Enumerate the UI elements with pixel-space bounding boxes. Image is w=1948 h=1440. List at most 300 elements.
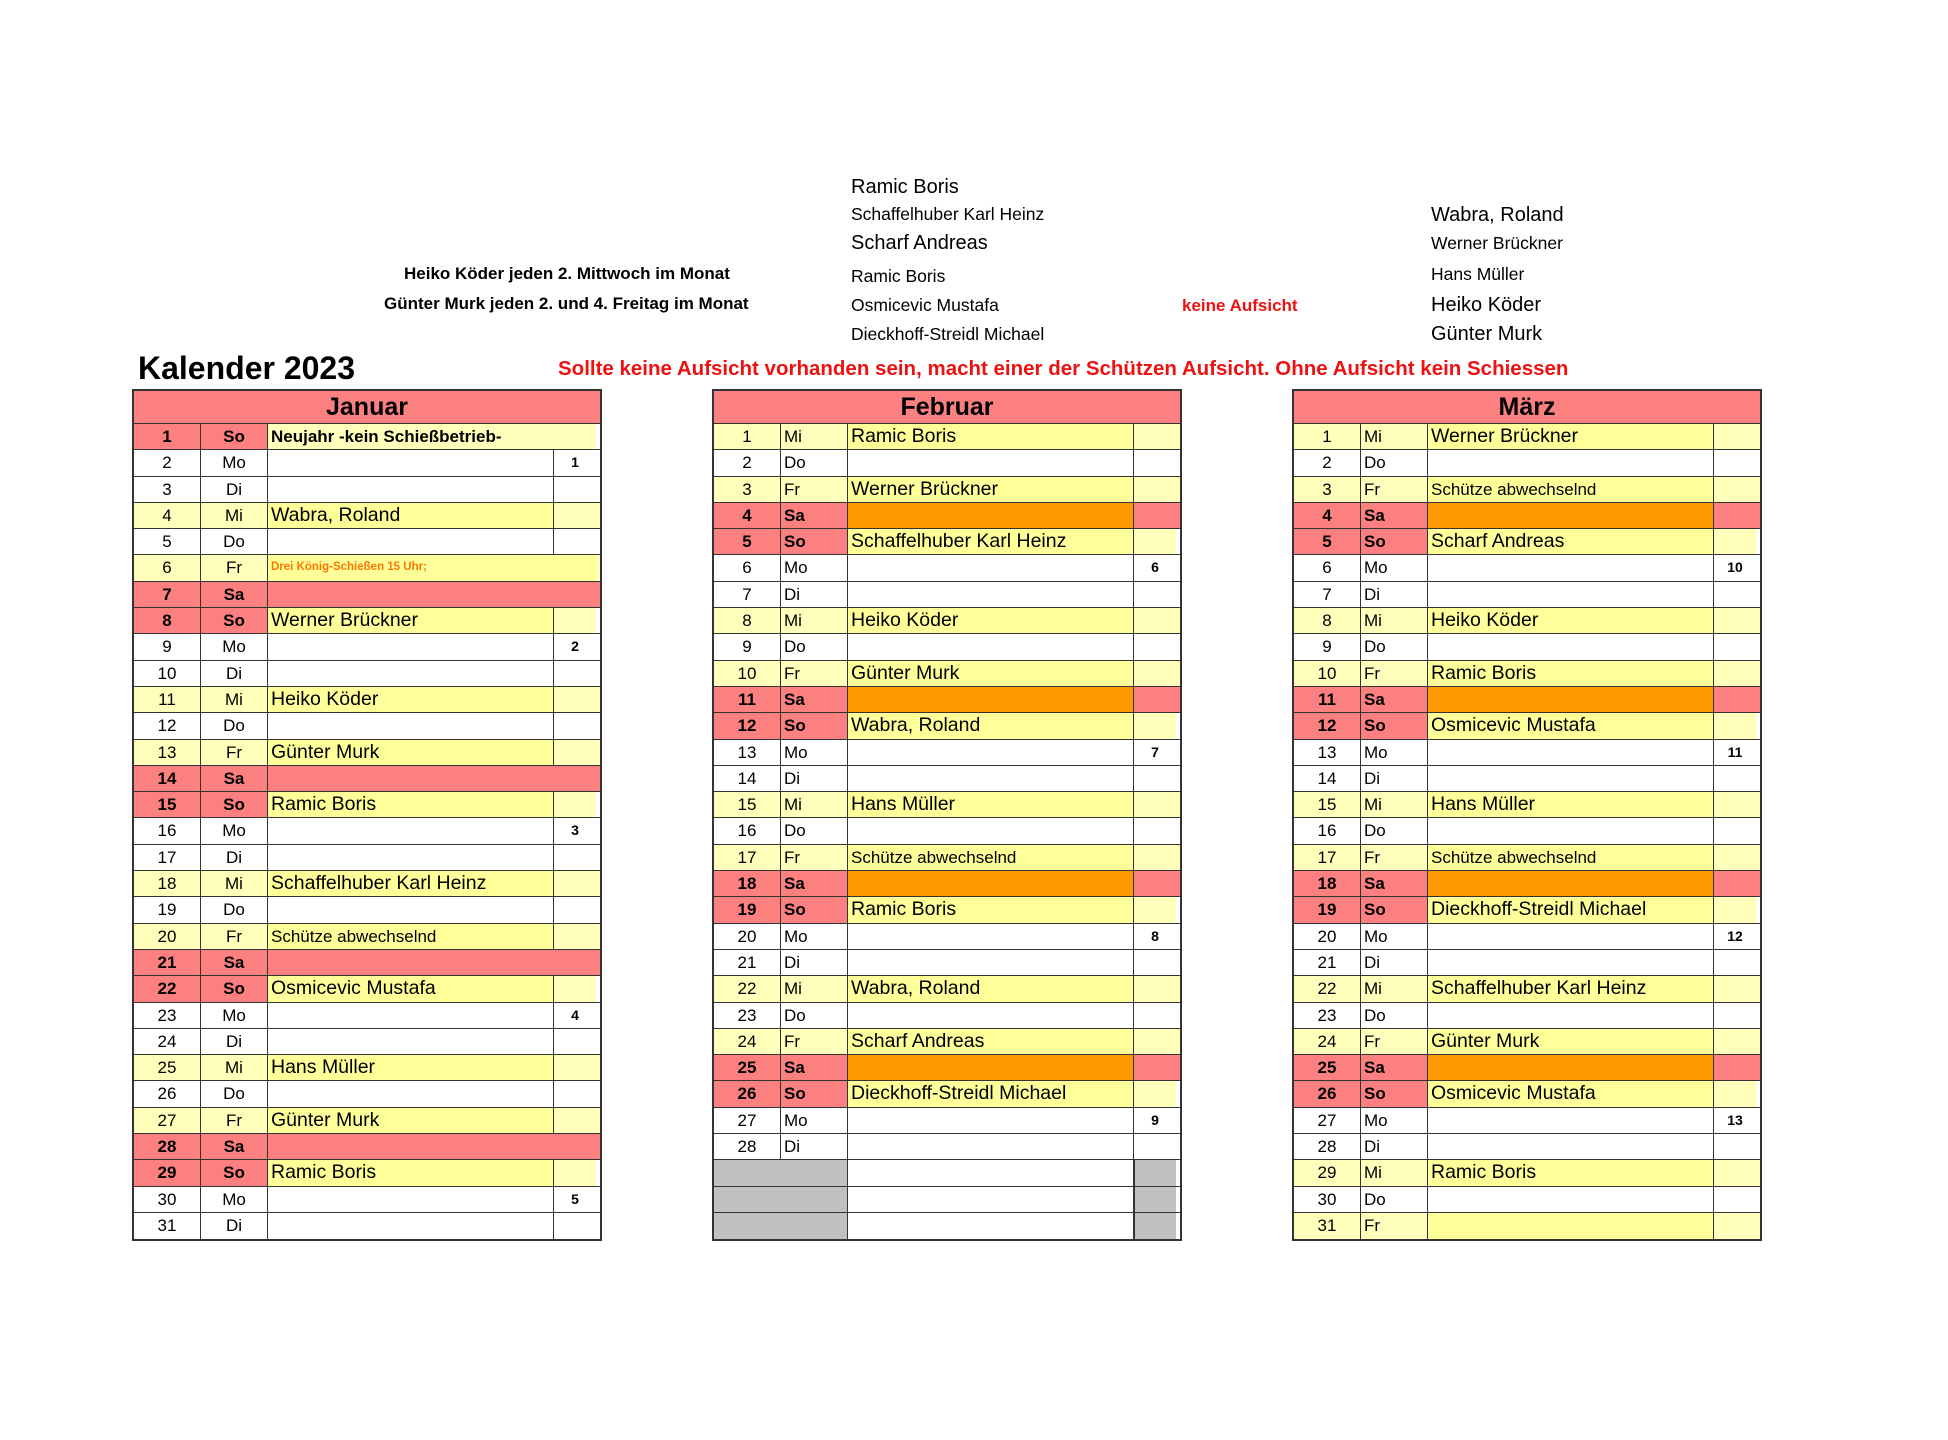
- supervisor-cell: [268, 477, 554, 502]
- day-number: 21: [134, 950, 201, 975]
- weekday: Di: [1361, 582, 1428, 607]
- supervisor-cell: Ramic Boris: [848, 424, 1134, 449]
- supervisor-name: Günter Murk: [1431, 323, 1543, 345]
- week-number: [1134, 608, 1176, 633]
- week-number: 4: [571, 1006, 579, 1023]
- week-number: [1714, 529, 1756, 554]
- weekday: Fr: [781, 1029, 848, 1054]
- supervisor-cell: [848, 1187, 1134, 1212]
- weekday: Mo: [201, 818, 268, 843]
- week-number: [1714, 450, 1756, 475]
- supervisor-cell: [848, 687, 1134, 712]
- day-row: [134, 661, 600, 687]
- supervisor-cell: Hans Müller: [268, 1055, 554, 1080]
- day-row: [1294, 897, 1760, 923]
- weekday: So: [201, 976, 268, 1001]
- supervisor-cell: [848, 924, 1134, 949]
- week-number: [1714, 477, 1756, 502]
- day-number: 22: [1294, 976, 1361, 1001]
- weekday: So: [201, 792, 268, 817]
- weekday: Fr: [1361, 845, 1428, 870]
- day-row: [134, 1055, 600, 1081]
- warning-text: Sollte keine Aufsicht vorhanden sein, macht einer der Schützen Aufsicht. Ohne Aufsicht kein Schiessen: [558, 357, 1569, 380]
- supervisor-cell: [268, 582, 596, 607]
- day-row: [134, 818, 600, 844]
- supervisor-cell: Günter Murk: [268, 740, 554, 765]
- supervisor-cell: [268, 950, 596, 975]
- supervisor-cell: [1428, 1055, 1714, 1080]
- weekday: Do: [781, 1003, 848, 1028]
- day-number: 4: [714, 503, 781, 528]
- supervisor-cell: [268, 1003, 554, 1028]
- weekday: Fr: [201, 740, 268, 765]
- day-number: 25: [714, 1055, 781, 1080]
- day-number: 17: [1294, 845, 1361, 870]
- supervisor-cell: Drei König-Schießen 15 Uhr;: [268, 555, 596, 580]
- day-number: 10: [1294, 661, 1361, 686]
- day-number: 31: [1294, 1213, 1361, 1239]
- day-number: 10: [134, 661, 201, 686]
- week-number: [1714, 792, 1756, 817]
- supervisor-cell: [1428, 766, 1714, 791]
- weekday: Mi: [201, 503, 268, 528]
- day-number: 4: [1294, 503, 1361, 528]
- week-number: [1134, 1055, 1176, 1080]
- day-number: 28: [1294, 1134, 1361, 1159]
- weekday: Fr: [201, 924, 268, 949]
- weekday: Do: [201, 1081, 268, 1106]
- day-number: [714, 1213, 781, 1239]
- weekday: Sa: [201, 1134, 268, 1159]
- day-row: [1294, 661, 1760, 687]
- supervisor-cell: Dieckhoff-Streidl Michael: [848, 1081, 1134, 1106]
- day-number: 13: [134, 740, 201, 765]
- day-number: 18: [1294, 871, 1361, 896]
- weekday: Mo: [1361, 555, 1428, 580]
- week-number: [1134, 1213, 1176, 1239]
- day-row: [134, 1029, 600, 1055]
- day-row: [1294, 766, 1760, 792]
- day-row: [134, 766, 600, 792]
- day-row: [714, 503, 1180, 529]
- day-number: 7: [1294, 582, 1361, 607]
- supervisor-cell: [1428, 555, 1714, 580]
- week-number: [1134, 1029, 1176, 1054]
- day-number: 27: [714, 1108, 781, 1133]
- day-number: 16: [714, 818, 781, 843]
- day-row: [714, 582, 1180, 608]
- day-row: [134, 950, 600, 976]
- day-row: [714, 766, 1180, 792]
- weekday: Do: [201, 713, 268, 738]
- day-number: 18: [134, 871, 201, 896]
- week-number: [1714, 687, 1756, 712]
- day-row: [714, 450, 1180, 476]
- weekday: Sa: [1361, 503, 1428, 528]
- supervisor-cell: [1428, 634, 1714, 659]
- day-number: 7: [714, 582, 781, 607]
- weekday: Mo: [781, 740, 848, 765]
- weekday: Do: [1361, 634, 1428, 659]
- day-row: [1294, 950, 1760, 976]
- day-number: 10: [714, 661, 781, 686]
- supervisor-cell: [268, 1187, 554, 1212]
- week-number: 13: [1727, 1111, 1743, 1128]
- day-number: 2: [1294, 450, 1361, 475]
- week-number: 10: [1727, 559, 1743, 576]
- supervisor-cell: [848, 1003, 1134, 1028]
- week-number: [1714, 713, 1756, 738]
- day-row: [1294, 976, 1760, 1002]
- day-number: 1: [714, 424, 781, 449]
- day-row: [1294, 871, 1760, 897]
- day-number: 28: [714, 1134, 781, 1159]
- supervisor-name: Werner Brückner: [1431, 233, 1563, 253]
- day-number: 2: [714, 450, 781, 475]
- day-row: [1294, 634, 1760, 660]
- supervisor-cell: Ramic Boris: [1428, 1160, 1714, 1185]
- supervisor-cell: [268, 897, 554, 922]
- supervisor-cell: [848, 1134, 1134, 1159]
- day-number: 1: [134, 424, 201, 449]
- day-number: 27: [134, 1108, 201, 1133]
- day-number: 26: [714, 1081, 781, 1106]
- weekday: Do: [201, 897, 268, 922]
- week-number: [1134, 766, 1176, 791]
- day-number: 8: [134, 608, 201, 633]
- week-number: [1714, 1055, 1756, 1080]
- weekday: Di: [781, 950, 848, 975]
- weekday: Sa: [1361, 1055, 1428, 1080]
- week-number: [1134, 845, 1176, 870]
- week-number: [554, 529, 596, 554]
- day-number: 25: [134, 1055, 201, 1080]
- weekday: Mi: [781, 976, 848, 1001]
- supervisor-cell: Scharf Andreas: [1428, 529, 1714, 554]
- week-number: [1134, 687, 1176, 712]
- day-row: [714, 976, 1180, 1002]
- day-row: [134, 1003, 600, 1029]
- day-row: [134, 529, 600, 555]
- weekday: Fr: [201, 1108, 268, 1133]
- day-row: [134, 1187, 600, 1213]
- supervisor-cell: Osmicevic Mustafa: [1428, 1081, 1714, 1106]
- day-row: [134, 555, 600, 581]
- week-number: [554, 897, 596, 922]
- keine-aufsicht-label: keine Aufsicht: [1182, 296, 1298, 315]
- weekday: Do: [781, 450, 848, 475]
- day-number: 19: [134, 897, 201, 922]
- weekday: Mo: [781, 555, 848, 580]
- day-number: 29: [1294, 1160, 1361, 1185]
- weekday: Mi: [1361, 792, 1428, 817]
- supervisor-cell: [1428, 818, 1714, 843]
- day-row: [134, 845, 600, 871]
- weekday: Di: [781, 582, 848, 607]
- week-number: [554, 661, 596, 686]
- day-row: [714, 713, 1180, 739]
- day-number: 14: [714, 766, 781, 791]
- supervisor-cell: Wabra, Roland: [848, 713, 1134, 738]
- supervisor-cell: Osmicevic Mustafa: [268, 976, 554, 1001]
- week-number: [1714, 503, 1756, 528]
- week-number: [554, 1055, 596, 1080]
- weekday: Mi: [1361, 608, 1428, 633]
- day-number: 1: [1294, 424, 1361, 449]
- weekday: Mi: [201, 1055, 268, 1080]
- day-row: [714, 555, 1180, 581]
- page-title: Kalender 2023: [138, 350, 356, 386]
- supervisor-cell: [1428, 740, 1714, 765]
- supervisor-name: Hans Müller: [1431, 264, 1525, 284]
- day-row: [134, 1108, 600, 1134]
- weekday: Sa: [201, 582, 268, 607]
- week-number: [1714, 661, 1756, 686]
- day-number: 4: [134, 503, 201, 528]
- weekday: So: [781, 897, 848, 922]
- day-row: [134, 976, 600, 1002]
- week-number: [1134, 450, 1176, 475]
- weekday: Mi: [1361, 1160, 1428, 1185]
- day-row: [714, 687, 1180, 713]
- day-number: [714, 1187, 781, 1212]
- supervisor-name: Scharf Andreas: [851, 232, 988, 254]
- month-title: März: [1294, 391, 1760, 424]
- supervisor-cell: Günter Murk: [848, 661, 1134, 686]
- week-number: [554, 713, 596, 738]
- supervisor-cell: [1428, 1187, 1714, 1212]
- day-number: 15: [134, 792, 201, 817]
- day-row: [714, 740, 1180, 766]
- week-number: [554, 871, 596, 896]
- supervisor-cell: [1428, 924, 1714, 949]
- day-row: [1294, 1029, 1760, 1055]
- day-number: [714, 1160, 781, 1185]
- week-number: [1134, 871, 1176, 896]
- supervisor-cell: [848, 950, 1134, 975]
- supervisor-cell: [1428, 1108, 1714, 1133]
- day-row: [134, 1213, 600, 1239]
- day-row: [714, 529, 1180, 555]
- supervisor-cell: Dieckhoff-Streidl Michael: [1428, 897, 1714, 922]
- month-title: Februar: [714, 391, 1180, 424]
- weekday: So: [781, 713, 848, 738]
- week-number: [1714, 608, 1756, 633]
- weekday: Mi: [1361, 976, 1428, 1001]
- day-row: [1294, 450, 1760, 476]
- day-row: [1294, 477, 1760, 503]
- day-number: 7: [134, 582, 201, 607]
- week-number: [1714, 950, 1756, 975]
- day-number: 16: [1294, 818, 1361, 843]
- supervisor-cell: [268, 1029, 554, 1054]
- day-row: [1294, 608, 1760, 634]
- supervisor-cell: Werner Brückner: [268, 608, 554, 633]
- day-row: [1294, 1213, 1760, 1239]
- supervisor-cell: Hans Müller: [848, 792, 1134, 817]
- day-number: 3: [134, 477, 201, 502]
- weekday: Sa: [781, 1055, 848, 1080]
- supervisor-cell: Wabra, Roland: [268, 503, 554, 528]
- weekday: Do: [781, 818, 848, 843]
- week-number: 8: [1151, 927, 1159, 944]
- weekday: Mi: [781, 792, 848, 817]
- supervisor-cell: Ramic Boris: [1428, 661, 1714, 686]
- weekday: Fr: [1361, 1029, 1428, 1054]
- day-number: 6: [1294, 555, 1361, 580]
- week-number: 5: [571, 1190, 579, 1207]
- day-number: 5: [134, 529, 201, 554]
- week-number: [1714, 1134, 1756, 1159]
- day-number: 13: [1294, 740, 1361, 765]
- week-number: [554, 792, 596, 817]
- day-row: [1294, 1055, 1760, 1081]
- day-row: [714, 608, 1180, 634]
- week-number: [1134, 582, 1176, 607]
- weekday: Do: [1361, 450, 1428, 475]
- weekday: Fr: [781, 661, 848, 686]
- day-number: 30: [1294, 1187, 1361, 1212]
- week-number: [1134, 503, 1176, 528]
- weekday: Do: [1361, 818, 1428, 843]
- week-number: [554, 1213, 596, 1239]
- day-row: [1294, 582, 1760, 608]
- week-number: 2: [571, 638, 579, 655]
- weekday: Di: [201, 477, 268, 502]
- day-number: 25: [1294, 1055, 1361, 1080]
- weekday: Sa: [201, 950, 268, 975]
- supervisor-cell: [848, 450, 1134, 475]
- weekday: Sa: [1361, 871, 1428, 896]
- supervisor-cell: Ramic Boris: [268, 1160, 554, 1185]
- week-number: [1714, 582, 1756, 607]
- week-number: [1134, 950, 1176, 975]
- weekday: Do: [1361, 1187, 1428, 1212]
- day-row: [1294, 503, 1760, 529]
- supervisor-cell: [848, 740, 1134, 765]
- day-row: [714, 1213, 1180, 1239]
- week-number: [1714, 818, 1756, 843]
- week-number: [1714, 976, 1756, 1001]
- weekday: [781, 1187, 848, 1212]
- week-number: [1714, 1160, 1756, 1185]
- week-number: [1714, 897, 1756, 922]
- day-row: [134, 424, 600, 450]
- day-number: 24: [1294, 1029, 1361, 1054]
- day-number: 18: [714, 871, 781, 896]
- supervisor-cell: Schaffelhuber Karl Heinz: [848, 529, 1134, 554]
- week-number: [1134, 424, 1176, 449]
- day-number: 15: [1294, 792, 1361, 817]
- supervisor-cell: [848, 766, 1134, 791]
- day-number: 14: [134, 766, 201, 791]
- weekday: Fr: [1361, 477, 1428, 502]
- day-row: [1294, 555, 1760, 581]
- day-number: 13: [714, 740, 781, 765]
- supervisor-cell: Schaffelhuber Karl Heinz: [268, 871, 554, 896]
- day-number: 21: [714, 950, 781, 975]
- day-row: [714, 634, 1180, 660]
- day-row: [714, 1029, 1180, 1055]
- weekday: Di: [1361, 1134, 1428, 1159]
- day-number: 12: [714, 713, 781, 738]
- day-row: [1294, 740, 1760, 766]
- month-february: [712, 389, 1182, 1241]
- day-number: 22: [714, 976, 781, 1001]
- day-row: [1294, 687, 1760, 713]
- week-number: [1714, 845, 1756, 870]
- day-row: [1294, 845, 1760, 871]
- week-number: [1134, 1003, 1176, 1028]
- weekday: Sa: [781, 687, 848, 712]
- weekday: Mi: [1361, 424, 1428, 449]
- supervisor-cell: [848, 634, 1134, 659]
- week-number: [554, 1108, 596, 1133]
- supervisor-cell: [268, 450, 554, 475]
- weekday: Mo: [1361, 924, 1428, 949]
- week-number: [1134, 897, 1176, 922]
- day-number: 11: [134, 687, 201, 712]
- weekday: Di: [201, 1213, 268, 1239]
- weekday: So: [1361, 1081, 1428, 1106]
- supervisor-cell: Werner Brückner: [848, 477, 1134, 502]
- day-row: [134, 924, 600, 950]
- supervisor-cell: [848, 555, 1134, 580]
- supervisor-cell: [1428, 1213, 1714, 1239]
- day-row: [1294, 529, 1760, 555]
- day-row: [134, 582, 600, 608]
- supervisor-cell: Heiko Köder: [268, 687, 554, 712]
- supervisor-cell: [1428, 687, 1714, 712]
- day-row: [714, 1003, 1180, 1029]
- supervisor-cell: [848, 818, 1134, 843]
- day-row: [1294, 1134, 1760, 1160]
- week-number: [1134, 634, 1176, 659]
- week-number: [554, 740, 596, 765]
- weekday: Mo: [201, 1187, 268, 1212]
- day-number: 20: [1294, 924, 1361, 949]
- day-row: [714, 477, 1180, 503]
- week-number: [1134, 1134, 1176, 1159]
- supervisor-cell: Scharf Andreas: [848, 1029, 1134, 1054]
- week-number: [1134, 792, 1176, 817]
- week-number: [1714, 1213, 1756, 1239]
- day-number: 30: [134, 1187, 201, 1212]
- supervisor-cell: [268, 1213, 554, 1239]
- weekday: Mo: [1361, 1108, 1428, 1133]
- day-row: [1294, 1160, 1760, 1186]
- supervisor-cell: Schaffelhuber Karl Heinz: [1428, 976, 1714, 1001]
- day-row: [134, 687, 600, 713]
- supervisor-cell: Schütze abwechselnd: [268, 924, 554, 949]
- day-row: [714, 792, 1180, 818]
- week-number: 11: [1727, 743, 1743, 760]
- supervisor-cell: Wabra, Roland: [848, 976, 1134, 1001]
- supervisor-cell: [1428, 450, 1714, 475]
- weekday: So: [201, 1160, 268, 1185]
- weekday: Di: [1361, 950, 1428, 975]
- week-number: [1714, 871, 1756, 896]
- day-row: [134, 608, 600, 634]
- supervisor-cell: [1428, 950, 1714, 975]
- supervisor-cell: Günter Murk: [268, 1108, 554, 1133]
- day-number: 26: [1294, 1081, 1361, 1106]
- weekday: Mo: [1361, 740, 1428, 765]
- day-row: [714, 924, 1180, 950]
- month-january: [132, 389, 602, 1241]
- week-number: 9: [1151, 1111, 1159, 1128]
- day-number: 23: [134, 1003, 201, 1028]
